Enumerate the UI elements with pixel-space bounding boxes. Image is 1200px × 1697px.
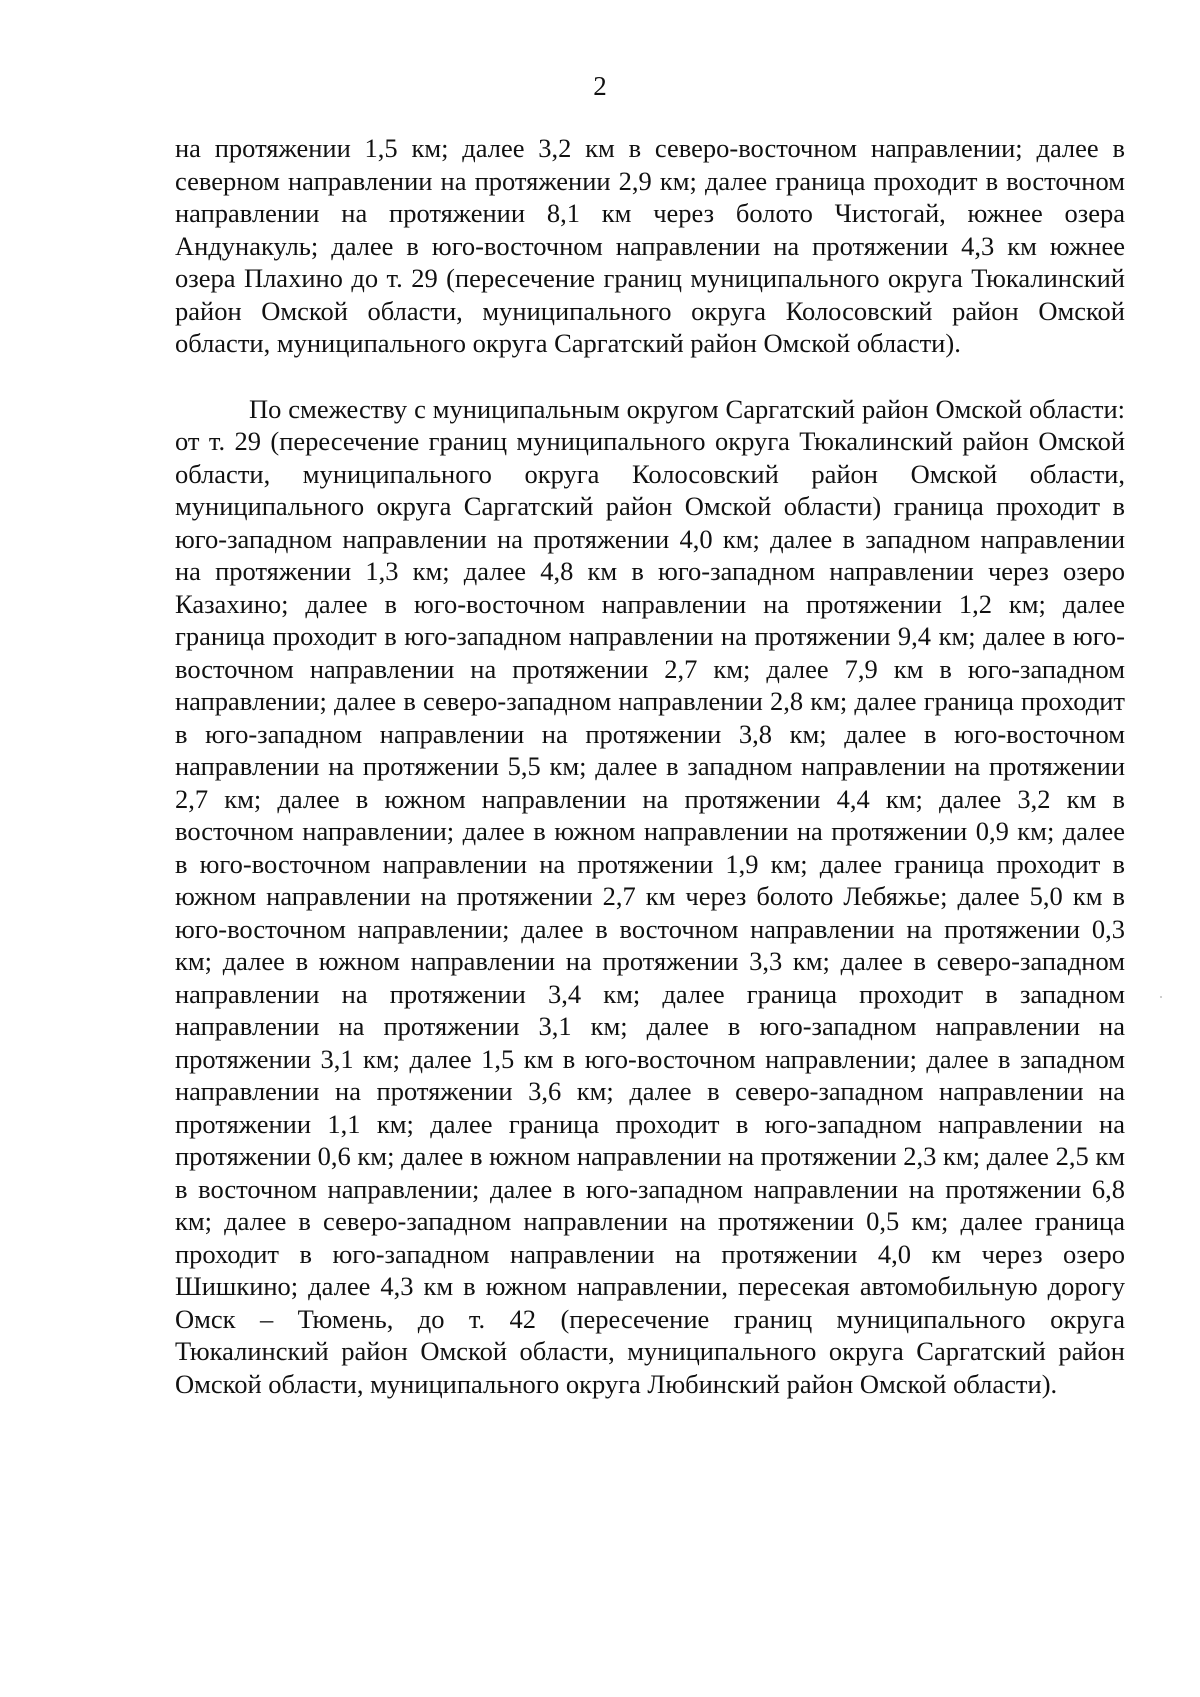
- document-body: [175, 132, 1125, 1400]
- scan-artifact: [1160, 996, 1162, 998]
- paragraph-spacer: [175, 360, 1125, 393]
- page-number: 2: [593, 71, 607, 101]
- paragraph-saragatsky-boundary: По смежеству с муниципальным округом Саргатский район Омской области: от т. 29 (пересечение границ муниципального округа Тюкалинский район Омской области, муниципального округа Колосовский район Омской области, муниципального округа Саргатский район Омской области) граница проходит в юго-западном направлении на протяжении 4,0 км; далее в западном направлении на протяжении 1,3 км; далее 4,8 км в юго-западном направлении через озеро Казахино; далее в юго-восточном направлении на протяжении 1,2 км; далее граница проходит в юго-западном направлении на протяжении 9,4 км; далее в юго-восточном направлении на протяжении 2,7 км; далее 7,9 км в юго-западном направлении; далее в северо-западном направлении 2,8 км; далее граница проходит в юго-западном направлении на протяжении 3,8 км; далее в юго-восточном направлении на протяжении 5,5 км; далее в западном направлении на протяжении 2,7 км; далее в южном направлении на протяжении 4,4 км; далее 3,2 км в восточном направлении; далее в южном направлении на протяжении 0,9 км; далее в юго-восточном направлении на протяжении 1,9 км; далее граница проходит в южном направлении на протяжении 2,7 км через болото Лебяжье; далее 5,0 км в юго-восточном направлении; далее в восточном направлении на протяжении 0,3 км; далее в южном направлении на протяжении 3,3 км; далее в северо-западном направлении на протяжении 3,4 км; далее граница проходит в западном направлении на протяжении 3,1 км; далее в юго-западном направлении на протяжении 3,1 км; далее 1,5 км в юго-восточном направлении; далее в западном направлении на протяжении 3,6 км; далее в северо-западном направлении на протяжении 1,1 км; далее граница проходит в юго-западном направлении на протяжении 0,6 км; далее в южном направлении на протяжении 2,3 км; далее 2,5 км в восточном направлении; далее в юго-западном направлении на протяжении 6,8 км; далее в северо-западном направлении на протяжении 0,5 км; далее граница проходит в юго-западном направлении на протяжении 4,0 км через озеро Шишкино; далее 4,3 км в южном направлении, пересекая автомобильную дорогу Омск – Тюмень, до т. 42 (пересечение границ муниципального округа Тюкалинский район Омской области, муниципального округа Саргатский район Омской области, муниципального округа Любинский район Омской области).: [175, 393, 1125, 1399]
- paragraph-continuation: на протяжении 1,5 км; далее 3,2 км в северо-восточном направлении; далее в северном направлении на протяжении 2,9 км; далее граница проходит в восточном направлении на протяжении 8,1 км через болото Чистогай, южнее озера Андунакуль; далее в юго-восточном направлении на протяжении 4,3 км южнее озера Плахино до т. 29 (пересечение границ муниципального округа Тюкалинский район Омской области, муниципального округа Колосовский район Омской области, муниципального округа Саргатский район Омской области).: [175, 133, 1125, 358]
